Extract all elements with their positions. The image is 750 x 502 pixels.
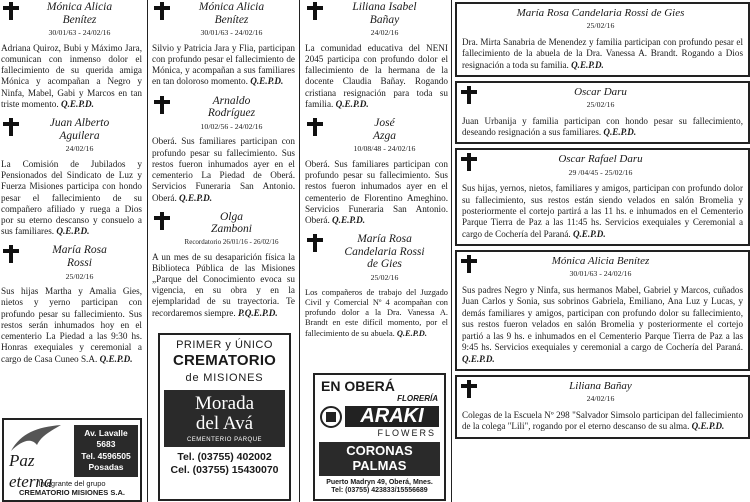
address-box: [74, 425, 138, 477]
cross-icon: [153, 2, 170, 20]
logo-text: Paz eterna: [9, 451, 53, 491]
cross-icon: [2, 245, 19, 263]
logo: [7, 423, 65, 491]
deceased-name: Olga Zamboni: [211, 210, 252, 236]
ad-tagline: PRIMER y ÚNICO: [176, 339, 273, 351]
qepd-label: Q.E.P.D.: [250, 76, 284, 87]
city-line: Posadas: [88, 462, 124, 473]
deceased-name: Mónica Alicia Benítez: [46, 1, 113, 26]
notice-date: 25/02/16: [586, 100, 615, 110]
qepd-label: Q.E.P.D.: [691, 421, 725, 432]
place-box: [164, 390, 285, 447]
ad-footer: [4, 479, 140, 499]
obituary-notice: [152, 95, 295, 204]
notice-text: Sus hijas, yernos, nietos, familiares y amigos, participan con profundo dolor su fallecimiento, sus restos están siendo velados en salón Bromelia y posteriormente el cortejo partirá a las 11 hs. e inhumados en el Cementerio Parque Tierra de Paz a las 11:45 hs. Servicios exequiales y Ceremonial a cargo de Cochería del Paraná.: [462, 183, 743, 239]
notice-date: 24/02/16: [65, 144, 94, 154]
notice-text: Silvio y Patricia Jara y Flia, participan con profundo pesar el fallecimiento de Mónica, y acompañan a sus familiares en tan doloroso momento.: [152, 42, 295, 87]
deceased-name: María Rosa Candelaria Rossi de Gies: [516, 7, 685, 19]
deceased-name: Liliana Bañay: [569, 380, 632, 393]
cross-icon: [306, 118, 323, 136]
qepd-label: Q.E.P.D.: [335, 98, 369, 109]
notice-text: Sus padres Negro y Ninfa, sus hermanos Mabel, Gabriel y Marcos, cuñados Juan Carlos y Sonia, sus sobrinos Gabriela, Emiliano, Ana Luz y Lucas, y demás familiares y amigos, participan con profundo dolor su fallecimiento, sus restos fueron velados en salón Bromelia y posteriormente el cortejo partió a las 9 hs. e inhumados en el Cementerio Parque Tierra de Paz a las 9:45 hs. Servicios exequiales y ceremonial a cargo de Cochería del Paraná.: [462, 284, 743, 353]
notice-text: La comunidad educativa del NENI 2045 participa con profundo dolor el fallecimiento de la hermana de la docente Claudia Bañay. Rogando cristiana resignación para toda su familia.: [305, 42, 448, 109]
obituary-notice: [455, 250, 750, 371]
ad-phones: [160, 451, 289, 477]
qepd-label: Q.E.P.D.: [60, 98, 94, 109]
qepd-label: Q.E.P.D.: [396, 328, 427, 338]
column-divider: [147, 0, 148, 502]
deceased-name: Liliana Isabel Bañay: [352, 1, 417, 26]
notice-date: 24/02/16: [586, 394, 615, 404]
obituary-notice: [455, 2, 750, 77]
place-name: Morada: [194, 393, 255, 415]
deceased-name: Mónica Alicia Benítez: [198, 1, 265, 26]
phone-line: Cel. (03755) 15430070: [170, 464, 279, 477]
deceased-name: Oscar Rafael Daru: [558, 153, 643, 166]
notice-date: Recordatorio 26/01/16 - 26/02/16: [184, 238, 279, 247]
place-name: del Avá: [195, 413, 254, 435]
cross-icon: [153, 96, 170, 114]
notice-date: 24/02/16: [370, 28, 399, 38]
brand-name: ARAKI: [345, 406, 439, 427]
deceased-name: José Azga: [373, 117, 396, 142]
ad-contact: [315, 479, 444, 497]
column-divider: [299, 0, 300, 502]
qepd-label: Q.E.P.D.: [603, 127, 637, 137]
deceased-name: Oscar Daru: [574, 85, 627, 98]
notice-date: 10/02/56 - 24/02/16: [200, 121, 263, 131]
deceased-name: María Rosa Rossi: [52, 244, 107, 270]
ad-title: CREMATORIO: [172, 352, 277, 370]
footer-line: CREMATORIO MISIONES S.A.: [19, 488, 125, 498]
seal-icon: [320, 406, 342, 428]
notice-date: 10/08/48 - 24/02/16: [353, 144, 416, 154]
place-caption: CEMENTERIO PARQUE: [186, 436, 263, 443]
cross-icon: [2, 2, 19, 20]
notice-text: Los compañeros de trabajo del Juzgado Civil y Comercial Nº 4 acompañan con profundo dolor a la Dra. Vanessa A. Brandt en este difícil momento, por el fallecimiento de su abuela.: [305, 287, 448, 338]
obituary-notice: [1, 244, 142, 364]
deceased-name: Mónica Alicia Benítez: [551, 255, 650, 268]
notice-date: 25/02/16: [65, 271, 94, 281]
address-line: Puerto Madryn 49, Oberá, Mnes.: [326, 478, 433, 486]
notice-text: La Comisión de Jubilados y Pensionados del Sindicato de Luz y Fuerza Misiones participa con hondo pesar el fallecimiento de su compañero afiliado y ruega a Dios por su eterno descanso y consuelo a sus familiares.: [1, 158, 142, 237]
crematorium-ad: [158, 333, 291, 501]
notice-text: Oberá. Sus familiares participan con profundo pesar su fallecimiento. Sus restos fueron inhumados ayer en el cementerio de Florentino Ameghino. Servicios Funeraria San Antonio. Oberá.: [305, 158, 448, 225]
qepd-label: Q.E.P.D.: [572, 228, 606, 239]
qepd-label: Q.E.P.D.: [56, 226, 90, 237]
obituary-notice: [455, 375, 750, 439]
qepd-label: Q.E.P.D.: [571, 59, 604, 70]
notice-text: Sus hijas Martha y Amalia Gies, nietos y yerno participan con profundo pesar su fallecimiento. Sus restos serán inhumados hoy en el cementerio La Piedad a las 9:30 hs. Honras exequiales y ceremonial a cargo de Casa Cuneo S.A.: [1, 286, 142, 364]
deceased-name: María Rosa Candelaria Rossi de Gies: [344, 233, 425, 271]
cross-icon: [153, 212, 170, 230]
obituary-notice: [305, 1, 448, 110]
notice-date: 29 /04/45 - 25/02/16: [568, 167, 633, 177]
product-line: CORONAS: [346, 442, 413, 458]
phone-line: Tel. 4596505: [81, 450, 131, 461]
qepd-label: Q.E.P.D.: [332, 214, 366, 225]
notice-date: 25/02/16: [370, 273, 399, 283]
ad-subtitle: de MISIONES: [185, 371, 264, 384]
obituary-notice: [305, 233, 448, 339]
notice-date: 30/01/63 - 24/02/16: [200, 28, 263, 38]
cross-icon: [2, 118, 19, 136]
notice-text: Dra. Mirta Sanabria de Menendez y familia participan con profundo pesar el fallecimiento de la abuela de la Dra. Vanessa A. Brandt. Rogando a Dios resignación a toda su familia.: [462, 36, 743, 70]
qepd-label: Q.E.P.D.: [462, 353, 495, 364]
qepd-label: Q.E.P.D.: [179, 192, 213, 203]
funeral-home-ad: [2, 418, 142, 502]
column-1: [0, 0, 143, 502]
column-2: [152, 0, 295, 502]
cross-icon: [306, 234, 323, 252]
column-4: [455, 0, 750, 502]
footer-line: Integrante del grupo: [38, 478, 106, 488]
address-line: Av. Lavalle 5683: [84, 428, 128, 450]
obituary-notice: [1, 117, 142, 237]
notice-text: A un mes de su desaparición física la Biblioteca Pública de las Misiones „Parque del Conocimiento evoca su vigencia, en su obra y en la ejemplaridad de su trayectoria. Te recordaremos siempre.: [152, 251, 295, 318]
product-line: PALMAS: [352, 457, 407, 473]
column-divider: [451, 0, 452, 502]
phone-line: Tel. (03755) 402002: [177, 451, 272, 464]
qepd-label: Q.E.P.D.: [99, 353, 133, 364]
notice-date: 30/01/63 - 24/02/16: [48, 28, 111, 38]
obituary-notice: [152, 1, 295, 88]
phone-line: Tel: (03755) 423833/15556689: [331, 487, 428, 495]
brand-tagline: FLOWERS: [377, 427, 436, 438]
column-3: [305, 0, 448, 502]
notice-text: Colegas de la Escuela Nº 298 "Salvador Simsolo participan del fallecimiento de la colega "Lili", rogando por el eterno descanso de su alma.: [462, 409, 743, 432]
notice-text: Adriana Quiroz, Bubi y Máximo Jara, comunican con inmenso dolor el fallecimiento de su querida amiga Mónica y acompañan a Negro y Ninfa, Mabel, Gabi y Marcos en tan triste momento.: [1, 42, 142, 109]
florist-ad: [313, 373, 446, 501]
obituary-notice: [455, 81, 750, 145]
ad-title: EN OBERÁ: [321, 378, 395, 394]
deceased-name: Arnaldo Rodríguez: [207, 94, 256, 120]
obituary-notice: [305, 117, 448, 226]
obituary-notice: [152, 211, 295, 319]
deceased-name: Juan Alberto Aguilera: [49, 117, 110, 142]
obituary-notice: [455, 148, 750, 246]
obituary-notice: [1, 1, 142, 110]
notice-text: Oberá. Sus familiares participan con profundo pesar su fallecimiento. Sus restos fueron inhumados ayer en el cementerio La Piedad de Oberá. Servicios Funeraria San Antonio. Oberá.: [152, 136, 295, 203]
cross-icon: [306, 2, 323, 20]
notice-date: 25/02/16: [586, 21, 615, 31]
qepd-label: P.Q.E.P.D.: [237, 307, 278, 318]
products-box: [319, 442, 440, 476]
notice-text: Juan Urbanija y familia participan con hondo pesar su fallecimiento, deseando resignación a sus familiares.: [462, 115, 743, 137]
notice-date: 30/01/63 - 24/02/16: [569, 269, 632, 279]
ad-subtitle: FLORERÍA: [397, 394, 438, 404]
